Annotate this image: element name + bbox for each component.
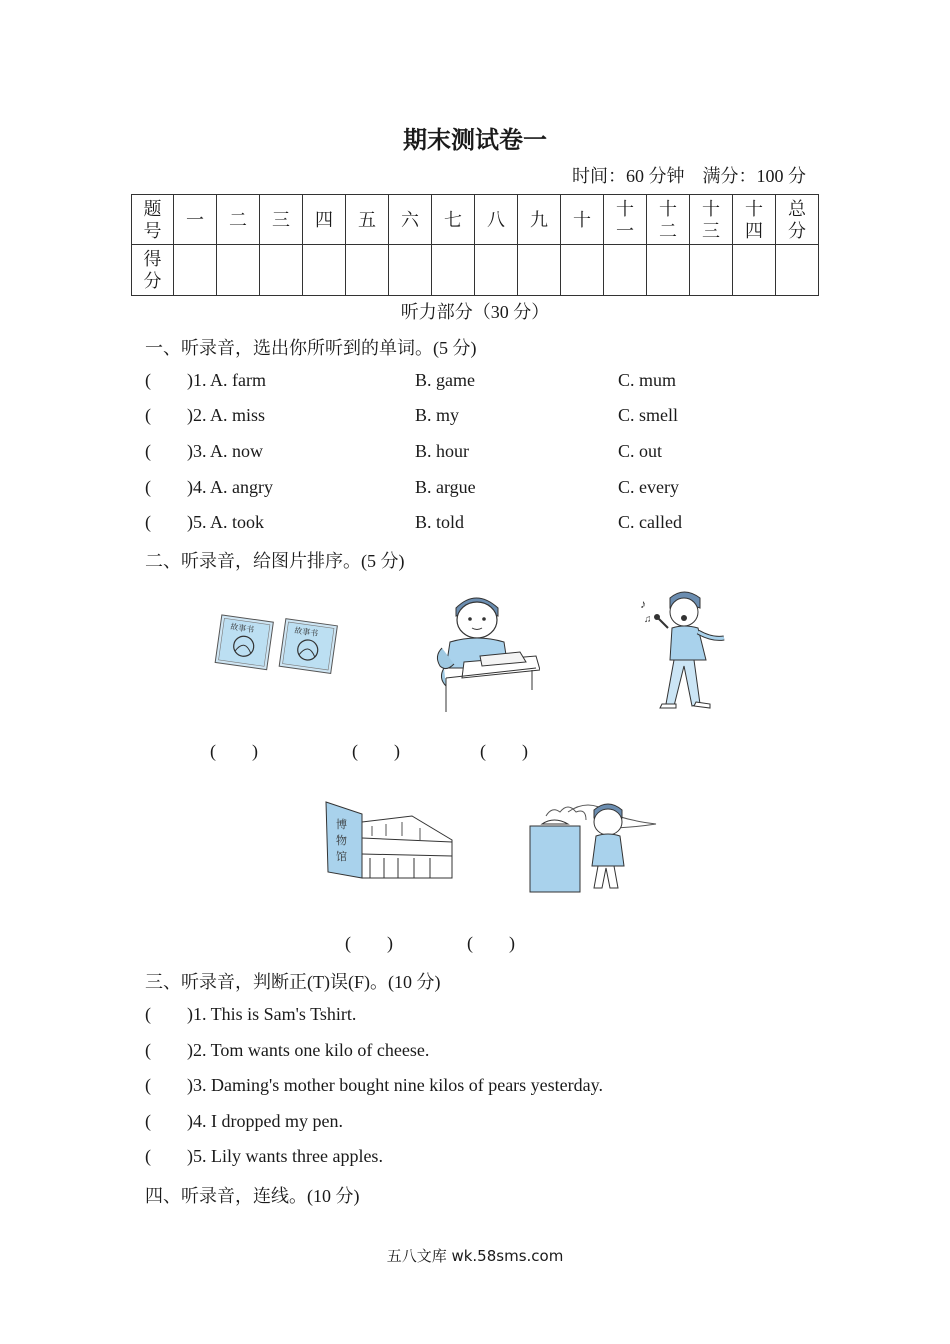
score-cell[interactable] xyxy=(174,245,217,296)
score-cell[interactable] xyxy=(346,245,389,296)
score-header-cell: 三 xyxy=(260,195,303,245)
score-table-header-row xyxy=(132,195,819,245)
q1-item-2-b: B. my xyxy=(415,405,460,425)
q1-item-3: ( )3. A. now xyxy=(145,441,263,461)
q2-answer-4[interactable]: ( ) xyxy=(345,933,393,953)
score-cell[interactable] xyxy=(647,245,690,296)
q2-answer-1[interactable]: ( ) xyxy=(210,741,258,761)
score-cell[interactable] xyxy=(303,245,346,296)
museum-char: 物 xyxy=(336,834,347,847)
boy-homework-picture xyxy=(420,586,540,712)
q3-item-3: ( )3. Daming's mother bought nine kilos of pears yesterday. xyxy=(145,1075,603,1095)
boy-smelling-picture xyxy=(528,796,658,894)
q1-item-2-c: C. smell xyxy=(618,405,679,425)
score-cell[interactable] xyxy=(561,245,604,296)
museum-char: 馆 xyxy=(336,850,347,863)
score-header-cell: 十 二 xyxy=(647,195,690,245)
q1-heading: 一、听录音，选出你所听到的单词。(5 分) xyxy=(145,338,477,358)
q1-item-3-b: B. hour xyxy=(415,441,469,461)
score-cell[interactable] xyxy=(733,245,776,296)
q1-item-5-c: C. called xyxy=(618,512,682,532)
score-cell[interactable] xyxy=(260,245,303,296)
q1-item-1-b: B. game xyxy=(415,370,475,390)
score-cell[interactable] xyxy=(217,245,260,296)
score-header-cell: 八 xyxy=(475,195,518,245)
score-cell[interactable] xyxy=(432,245,475,296)
q1-item-5-b: B. told xyxy=(415,512,465,532)
q1-item-4-b: B. argue xyxy=(415,477,476,497)
q3-item-4: ( )4. I dropped my pen. xyxy=(145,1111,343,1131)
section-listening: 听力部分（30 分） xyxy=(400,302,550,322)
q3-heading: 三、听录音，判断正(T)误(F)。(10 分) xyxy=(145,972,441,992)
q3-item-2: ( )2. Tom wants one kilo of cheese. xyxy=(145,1040,430,1060)
q3-item-5: ( )5. Lily wants three apples. xyxy=(145,1146,383,1166)
score-header-cell: 七 xyxy=(432,195,475,245)
q2-answer-3[interactable]: ( ) xyxy=(480,741,528,761)
svg-text:♫: ♫ xyxy=(644,614,652,625)
museum-picture xyxy=(322,798,456,880)
score-header-cell: 六 xyxy=(389,195,432,245)
q4-heading: 四、听录音，连线。(10 分) xyxy=(145,1186,360,1206)
score-cell[interactable] xyxy=(475,245,518,296)
q1-item-3-c: C. out xyxy=(618,441,663,461)
score-header-cell: 题 号 xyxy=(132,195,174,245)
score-table xyxy=(131,194,819,296)
q2-heading: 二、听录音，给图片排序。(5 分) xyxy=(145,551,405,571)
q1-item-4-c: C. every xyxy=(618,477,679,497)
footer-watermark: 五八文库 wk.58sms.com xyxy=(386,1247,564,1265)
svg-text:♪: ♪ xyxy=(640,597,646,611)
score-cell[interactable] xyxy=(389,245,432,296)
score-header-cell: 十 四 xyxy=(733,195,776,245)
q1-item-1-c: C. mum xyxy=(618,370,677,390)
book-label: 故事书 xyxy=(229,622,255,635)
score-header-cell: 十 xyxy=(561,195,604,245)
score-header-cell: 九 xyxy=(518,195,561,245)
score-header-cell: 四 xyxy=(303,195,346,245)
boy-singing-picture xyxy=(638,588,734,712)
score-cell[interactable] xyxy=(604,245,647,296)
score-header-cell: 十 一 xyxy=(604,195,647,245)
page-title: 期末测试卷一 xyxy=(403,128,547,154)
score-header-cell: 二 xyxy=(217,195,260,245)
score-header-cell: 总 分 xyxy=(776,195,819,245)
score-row-label: 得 分 xyxy=(132,245,174,296)
museum-char: 博 xyxy=(336,818,347,831)
score-cell[interactable] xyxy=(690,245,733,296)
q1-item-2: ( )2. A. miss xyxy=(145,405,266,425)
q1-item-5: ( )5. A. took xyxy=(145,512,264,532)
q1-item-1: ( )1. A. farm xyxy=(145,370,266,390)
score-header-cell: 十 三 xyxy=(690,195,733,245)
book-label: 故事书 xyxy=(293,625,319,639)
q1-item-4: ( )4. A. angry xyxy=(145,477,273,497)
q3-item-1: ( )1. This is Sam's Tshirt. xyxy=(145,1004,357,1024)
storybooks-picture xyxy=(212,612,344,676)
score-cell[interactable] xyxy=(776,245,819,296)
q2-answer-2[interactable]: ( ) xyxy=(352,741,400,761)
score-header-cell: 五 xyxy=(346,195,389,245)
score-table-score-row xyxy=(132,245,819,296)
score-header-cell: 一 xyxy=(174,195,217,245)
exam-meta: 时间：60 分钟 满分：100 分 xyxy=(572,166,806,186)
score-cell[interactable] xyxy=(518,245,561,296)
q2-answer-5[interactable]: ( ) xyxy=(467,933,515,953)
